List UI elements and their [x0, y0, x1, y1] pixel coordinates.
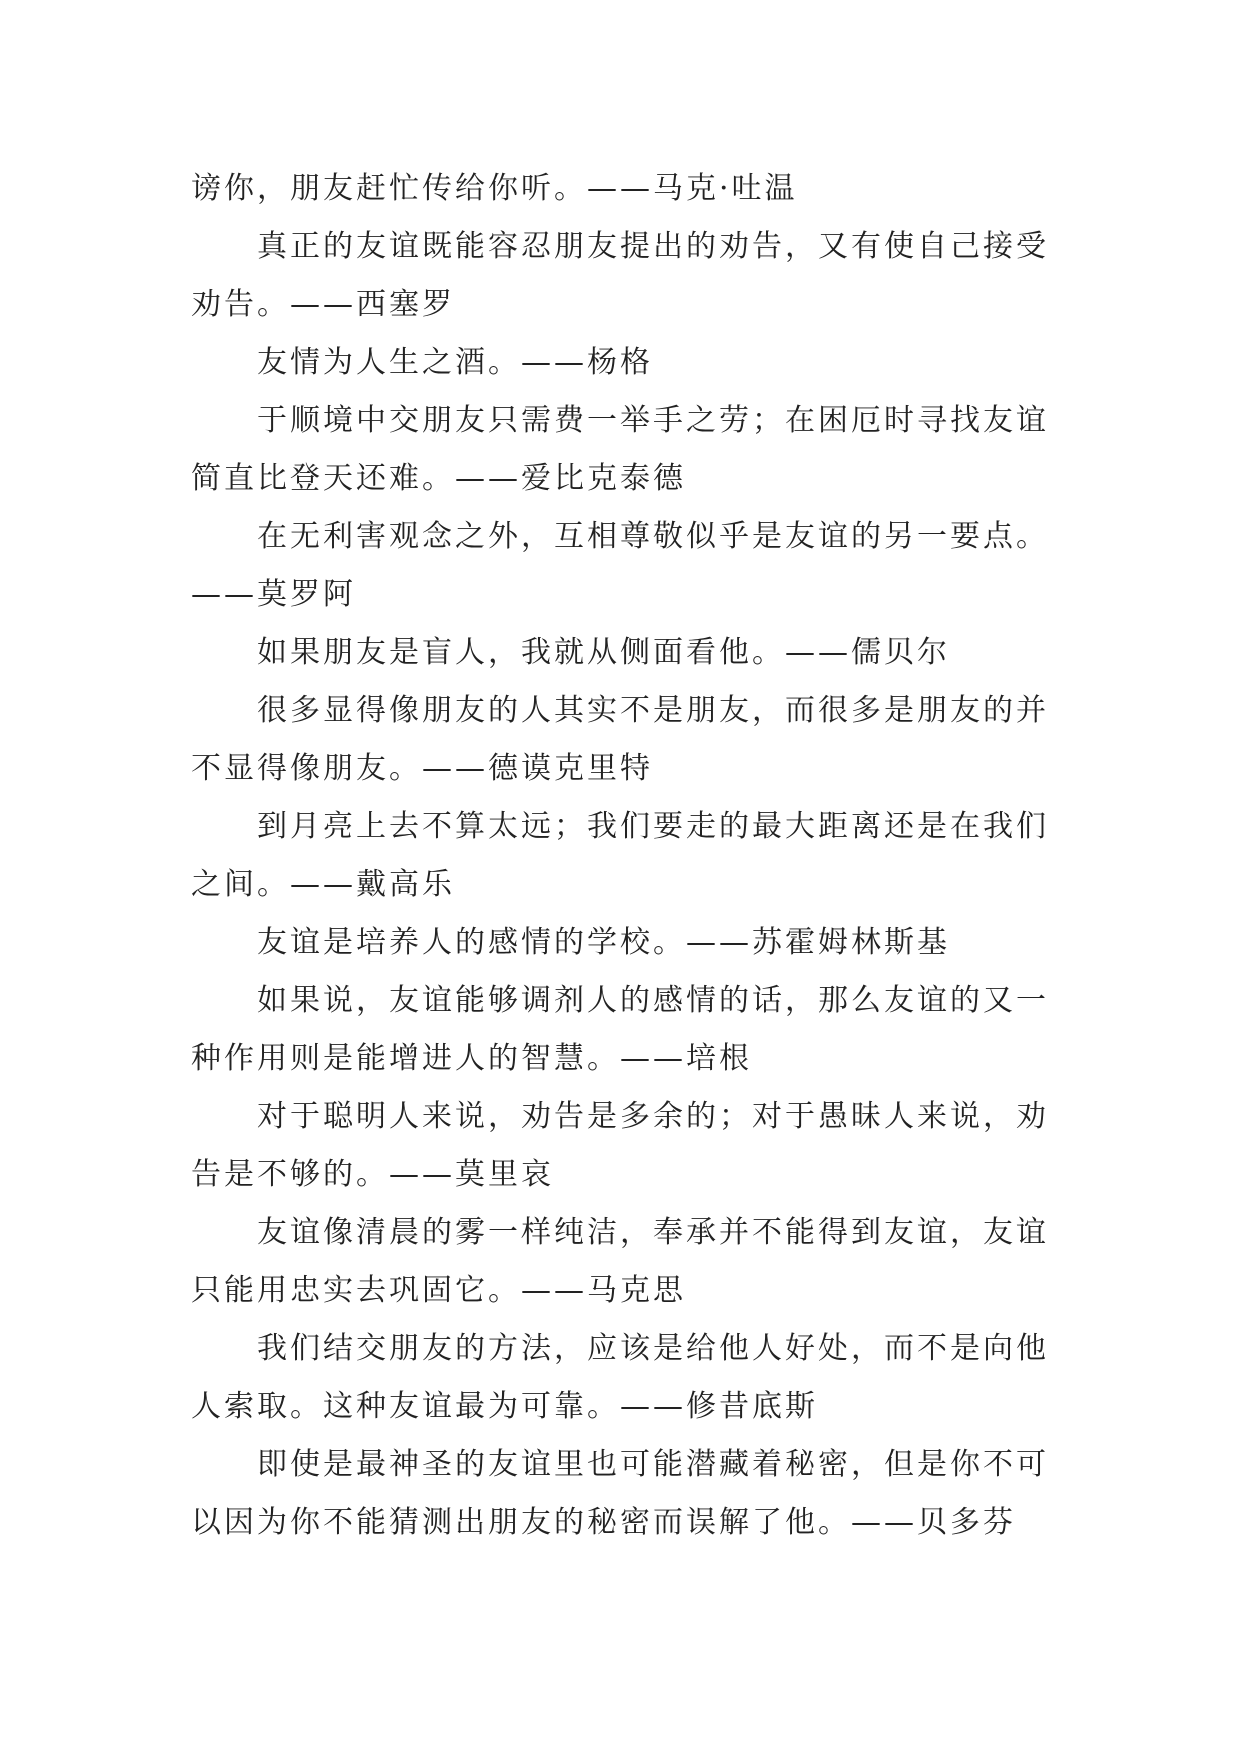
quote-paragraph: [191, 914, 1061, 972]
quote-paragraph: [191, 682, 1061, 798]
text-line: 只能用忠实去巩固它。——马克思: [191, 1273, 686, 1308]
text-line: 在无利害观念之外，互相尊敬似乎是友谊的另一要点。: [257, 519, 1049, 554]
text-line: 真正的友谊既能容忍朋友提出的劝告，又有使自己接受: [257, 229, 1049, 264]
text-line: ——莫罗阿: [191, 577, 356, 612]
text-line: 以因为你不能猜测出朋友的秘密而误解了他。——贝多芬: [191, 1505, 1016, 1540]
text-line: 不显得像朋友。——德谟克里特: [191, 751, 653, 786]
text-line: 到月亮上去不算太远；我们要走的最大距离还是在我们: [257, 809, 1049, 844]
quote-paragraph: [191, 218, 1061, 334]
quote-paragraph: [191, 1088, 1061, 1204]
quote-paragraph: [191, 624, 1061, 682]
quote-paragraph: [191, 160, 1061, 218]
quote-paragraph: [191, 392, 1061, 508]
text-line: 友谊是培养人的感情的学校。——苏霍姆林斯基: [257, 925, 950, 960]
quote-paragraph: [191, 798, 1061, 914]
quote-paragraph: [191, 972, 1061, 1088]
text-line: 于顺境中交朋友只需费一举手之劳；在困厄时寻找友谊: [257, 403, 1049, 438]
text-line: 很多显得像朋友的人其实不是朋友，而很多是朋友的并: [257, 693, 1049, 728]
text-line: 如果朋友是盲人，我就从侧面看他。——儒贝尔: [257, 635, 950, 670]
text-line: 人索取。这种友谊最为可靠。——修昔底斯: [191, 1389, 818, 1424]
text-line: 对于聪明人来说，劝告是多余的；对于愚昧人来说，劝: [257, 1099, 1049, 1134]
text-line: 友情为人生之酒。——杨格: [257, 345, 653, 380]
document-body: [191, 160, 1061, 1552]
text-line: 种作用则是能增进人的智慧。——培根: [191, 1041, 752, 1076]
text-line: 如果说，友谊能够调剂人的感情的话，那么友谊的又一: [257, 983, 1049, 1018]
quote-paragraph: [191, 1436, 1061, 1552]
text-line: 简直比登天还难。——爱比克泰德: [191, 461, 686, 496]
text-line: 告是不够的。——莫里哀: [191, 1157, 554, 1192]
quote-paragraph: [191, 508, 1061, 624]
quote-paragraph: [191, 334, 1061, 392]
text-line: 之间。——戴高乐: [191, 867, 455, 902]
text-line: 即使是最神圣的友谊里也可能潜藏着秘密，但是你不可: [257, 1447, 1049, 1482]
text-line: 我们结交朋友的方法，应该是给他人好处，而不是向他: [257, 1331, 1049, 1366]
quote-paragraph: [191, 1320, 1061, 1436]
quote-paragraph: [191, 1204, 1061, 1320]
text-line: 谤你，朋友赶忙传给你听。——马克·吐温: [191, 171, 798, 206]
text-line: 劝告。——西塞罗: [191, 287, 455, 322]
text-line: 友谊像清晨的雾一样纯洁，奉承并不能得到友谊，友谊: [257, 1215, 1049, 1250]
